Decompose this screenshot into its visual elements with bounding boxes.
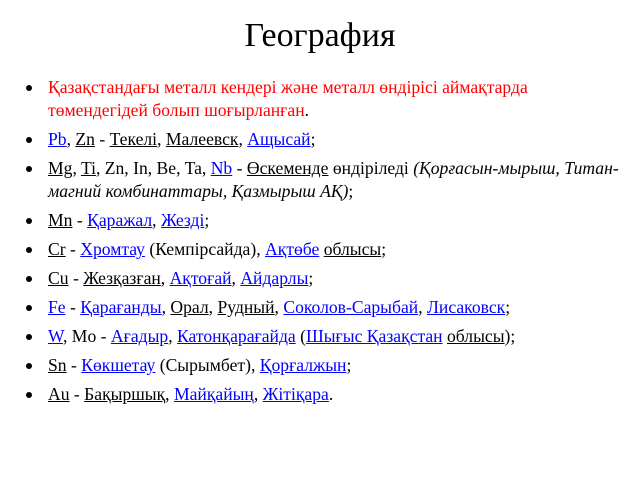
bullet-text: Cu xyxy=(48,268,69,288)
bullet-dot-icon xyxy=(26,305,32,311)
bullet-text: Текелі xyxy=(109,129,158,149)
bullet-text: Zn xyxy=(75,129,95,149)
bullet-text: ; xyxy=(346,355,352,375)
bullet-text: Au xyxy=(48,384,70,404)
bullet-text: , Zn, In, Be, Ta, xyxy=(95,158,211,178)
bullet-text: - xyxy=(68,268,84,288)
bullet-item xyxy=(0,354,630,377)
bullet-text: - xyxy=(65,239,81,259)
bullet-text: , xyxy=(72,158,81,178)
hyperlink[interactable]: Жезді xyxy=(160,210,205,230)
bullet-item xyxy=(0,238,630,261)
bullet-list xyxy=(0,76,630,412)
hyperlink[interactable]: W xyxy=(48,326,63,346)
hyperlink[interactable]: Соколов-Сарыбай xyxy=(283,297,419,317)
bullet-dot-icon xyxy=(26,363,32,369)
hyperlink[interactable]: Жітіқара xyxy=(262,384,329,404)
bullet-text: , xyxy=(274,297,284,317)
bullet-text: , xyxy=(168,326,178,346)
hyperlink[interactable]: Ағадыр xyxy=(110,326,169,346)
bullet-text: Cr xyxy=(48,239,66,259)
bullet-text: (Сырымбет), xyxy=(155,355,260,375)
bullet-text: ; xyxy=(348,181,354,201)
bullet-text: - xyxy=(232,158,247,178)
bullet-dot-icon xyxy=(26,137,32,143)
bullet-item xyxy=(0,296,630,319)
hyperlink[interactable]: Лисаковск xyxy=(426,297,506,317)
bullet-item xyxy=(0,383,630,406)
bullet-text: Sn xyxy=(48,355,67,375)
bullet-item xyxy=(0,267,630,290)
bullet-text: , xyxy=(165,384,174,404)
bullet-dot-icon xyxy=(26,334,32,340)
bullet-text: - xyxy=(66,355,82,375)
bullet-text: ; xyxy=(505,297,511,317)
bullet-item xyxy=(0,157,630,203)
hyperlink[interactable]: Қаражал xyxy=(87,210,153,230)
bullet-text: - xyxy=(69,384,85,404)
bullet-dot-icon xyxy=(26,276,32,282)
bullet-dot-icon xyxy=(26,247,32,253)
bullet-text: , xyxy=(418,297,427,317)
bullet-text: , Mo - xyxy=(63,326,111,346)
bullet-text: - xyxy=(94,129,110,149)
bullet-dot-icon xyxy=(26,166,32,172)
bullet-text: ; xyxy=(310,129,316,149)
bullet-text: , xyxy=(66,129,76,149)
bullet-text: Өскеменде xyxy=(246,158,329,178)
bullet-text: облысы xyxy=(323,239,382,259)
bullet-text: ; xyxy=(381,239,387,259)
bullet-dot-icon xyxy=(26,392,32,398)
bullet-text: , xyxy=(160,268,170,288)
bullet-text: ( xyxy=(295,326,306,346)
bullet-text: Mg xyxy=(48,158,73,178)
bullet-text: Малеевск xyxy=(165,129,239,149)
bullet-text: , xyxy=(231,268,241,288)
bullet-item xyxy=(0,76,630,122)
hyperlink[interactable]: Көкшетау xyxy=(81,355,156,375)
bullet-item xyxy=(0,325,630,348)
bullet-text: Ti xyxy=(80,158,96,178)
bullet-dot-icon xyxy=(26,85,32,91)
bullet-text: Қазақстандағы металл кендері және металл өндірісі аймақтарда төмендегідей болып шоғырланған xyxy=(48,77,528,120)
bullet-text: Орал xyxy=(170,297,209,317)
bullet-text: , xyxy=(253,384,263,404)
slide-title: География xyxy=(244,17,396,54)
bullet-text: ; xyxy=(204,210,210,230)
bullet-text: , xyxy=(161,297,171,317)
bullet-text: ); xyxy=(504,326,516,346)
hyperlink[interactable]: Nb xyxy=(210,158,233,178)
hyperlink[interactable]: Қорғалжын xyxy=(259,355,347,375)
bullet-item xyxy=(0,209,630,232)
bullet-text: ; xyxy=(308,268,314,288)
bullet-text: . xyxy=(304,100,310,120)
bullet-dot-icon xyxy=(26,218,32,224)
bullet-text: Бақыршық xyxy=(84,384,166,404)
bullet-item xyxy=(0,128,630,151)
hyperlink[interactable]: Ащысай xyxy=(247,129,311,149)
hyperlink[interactable]: Ақтөбе xyxy=(265,239,320,259)
hyperlink[interactable]: Ақтоғай xyxy=(169,268,232,288)
bullet-text: , xyxy=(152,210,161,230)
bullet-text: Mn xyxy=(48,210,73,230)
hyperlink[interactable]: Хромтау xyxy=(80,239,145,259)
hyperlink[interactable]: Pb xyxy=(48,129,67,149)
bullet-text: - xyxy=(72,210,88,230)
hyperlink[interactable]: Fe xyxy=(48,297,66,317)
hyperlink[interactable]: Шығыс Қазақстан xyxy=(305,326,443,346)
bullet-text: Жезқазған xyxy=(83,268,161,288)
hyperlink[interactable]: Қарағанды xyxy=(80,297,162,317)
bullet-text: , xyxy=(208,297,218,317)
bullet-text: (Кемпірсайда), xyxy=(144,239,265,259)
hyperlink[interactable]: Катонқарағайда xyxy=(177,326,296,346)
bullet-text: , xyxy=(157,129,166,149)
bullet-text: , xyxy=(238,129,248,149)
bullet-text: . xyxy=(328,384,334,404)
bullet-text: облысы xyxy=(447,326,505,346)
bullet-text: - xyxy=(65,297,81,317)
bullet-text: өндіріледі xyxy=(328,158,414,178)
hyperlink[interactable]: Майқайың xyxy=(173,384,254,404)
hyperlink[interactable]: Айдарлы xyxy=(240,268,309,288)
bullet-text: Рудный xyxy=(217,297,275,317)
bullet-text: (Қорғасын-мырыш, Титан-магний комбинаттары, Қазмырыш АҚ) xyxy=(48,158,619,201)
